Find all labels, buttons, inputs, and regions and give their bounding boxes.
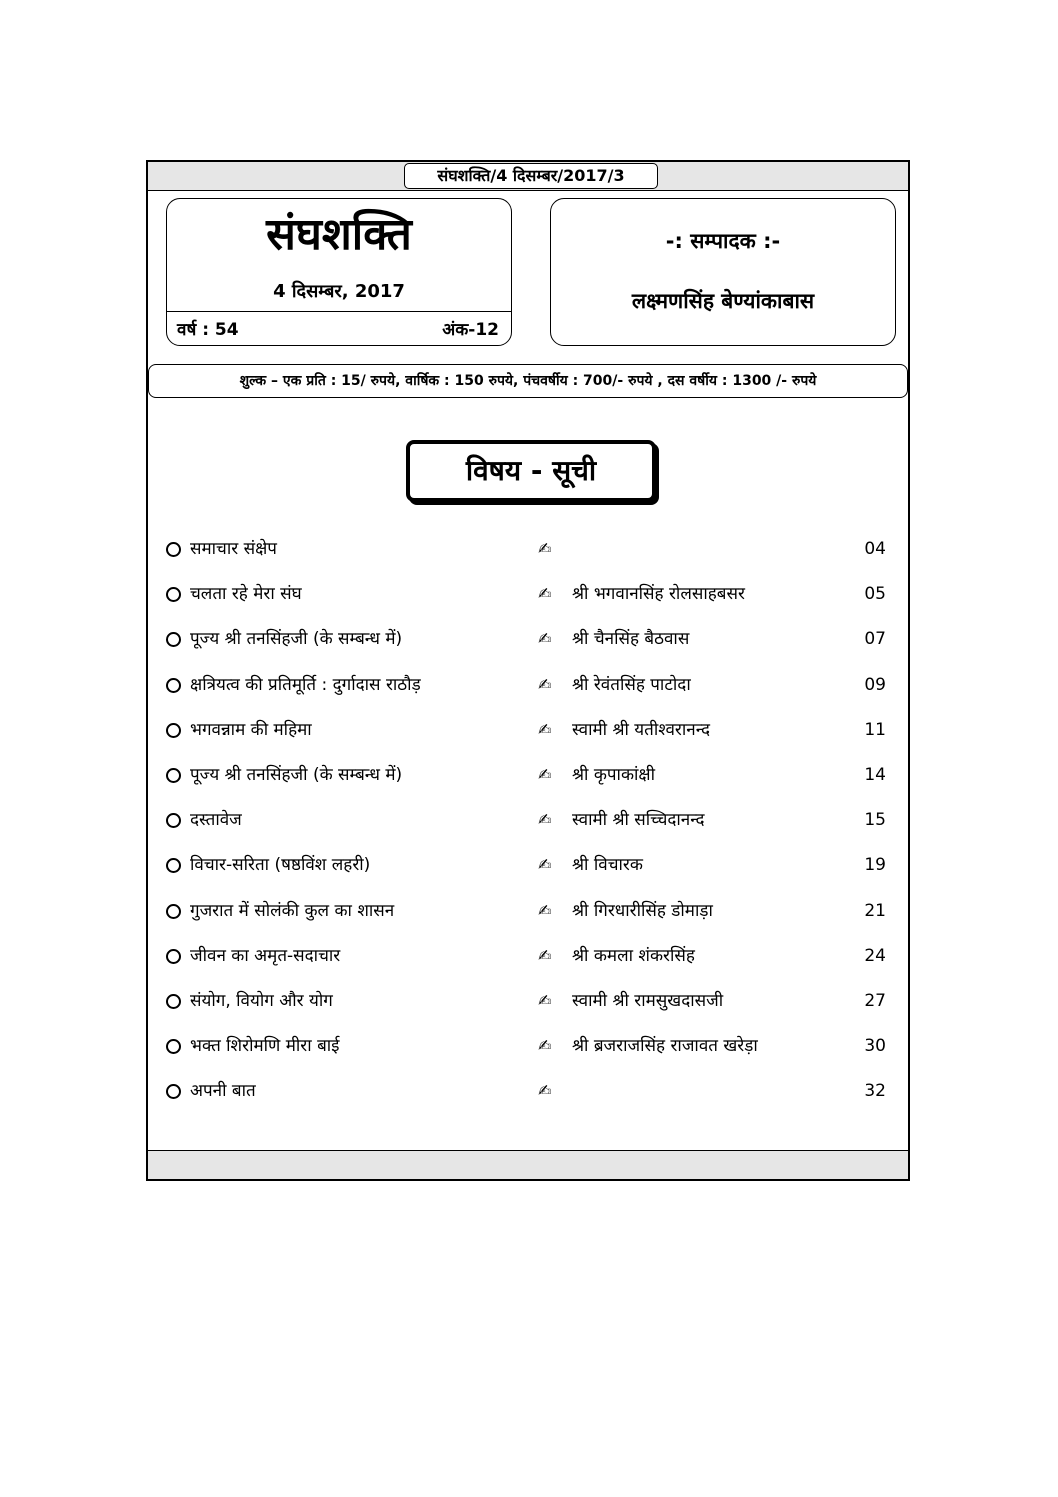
toc-entry-page: 11 bbox=[864, 719, 886, 740]
toc-entry-page: 21 bbox=[864, 900, 886, 921]
toc-entry-author: श्री ब्रजराजसिंह राजावत खरेड़ा bbox=[572, 1036, 758, 1057]
toc-entry bbox=[148, 624, 908, 654]
toc-entry bbox=[148, 1076, 908, 1106]
toc-entry bbox=[148, 1031, 908, 1061]
editor-label: -: सम्पादक :- bbox=[665, 229, 781, 253]
toc-entry-title: जीवन का अमृत-सदाचार bbox=[190, 945, 341, 966]
toc-entry-title: संयोग, वियोग और योग bbox=[190, 991, 333, 1011]
pen-icon: ✍ bbox=[538, 1036, 552, 1056]
toc-entry bbox=[148, 579, 908, 609]
circle-bullet-icon bbox=[166, 813, 181, 828]
masthead-divider bbox=[167, 311, 511, 312]
toc-entry-page: 15 bbox=[864, 810, 886, 831]
toc-entry-title: समाचार संक्षेप bbox=[190, 539, 277, 559]
toc-entry-title: भगवन्नाम की महिमा bbox=[190, 719, 312, 740]
pen-icon: ✍ bbox=[538, 900, 552, 920]
toc-entry-author: श्री चैनसिंह बैठवास bbox=[572, 629, 690, 650]
toc-entry-title: भक्त शिरोमणि मीरा बाई bbox=[190, 1036, 340, 1057]
toc-title: विषय - सूची bbox=[406, 440, 656, 502]
circle-bullet-icon bbox=[166, 994, 181, 1009]
pen-icon: ✍ bbox=[538, 674, 552, 694]
toc-entry-author: श्री रेवंतसिंह पाटोदा bbox=[572, 674, 691, 695]
circle-bullet-icon bbox=[166, 1039, 181, 1054]
subscription-price: शुल्क – एक प्रति : 15/ रुपये, वार्षिक : 150 रुपये, पंचवर्षीय : 700/- रुपये , दस वर्षीय : 1300 /- रुपये bbox=[148, 364, 908, 398]
toc-entry bbox=[148, 941, 908, 971]
pen-icon: ✍ bbox=[538, 765, 552, 784]
toc-entry-page: 07 bbox=[864, 629, 886, 650]
bottom-strip bbox=[148, 1150, 908, 1179]
editor-name: लक्ष्मणसिंह बेण्यांकाबास bbox=[631, 289, 815, 313]
issue-date: 4 दिसम्बर, 2017 bbox=[273, 281, 405, 302]
masthead-box bbox=[166, 198, 512, 346]
pen-icon: ✍ bbox=[538, 719, 552, 739]
pen-icon: ✍ bbox=[538, 629, 552, 649]
toc-entry-title: चलता रहे मेरा संघ bbox=[190, 584, 302, 605]
toc-entry bbox=[148, 805, 908, 835]
volume-number: वर्ष : 54 bbox=[177, 320, 239, 340]
toc-entry-page: 05 bbox=[864, 584, 886, 605]
toc-entry bbox=[148, 715, 908, 745]
circle-bullet-icon bbox=[166, 904, 181, 919]
toc-entry bbox=[148, 670, 908, 700]
toc-entry-author: श्री गिरधारीसिंह डोमाड़ा bbox=[572, 900, 713, 921]
circle-bullet-icon bbox=[166, 858, 181, 873]
editor-box bbox=[550, 198, 896, 346]
toc-entry-page: 09 bbox=[864, 674, 886, 695]
toc-entry bbox=[148, 760, 908, 790]
pen-icon: ✍ bbox=[538, 539, 552, 558]
toc-entry bbox=[148, 896, 908, 926]
pen-icon: ✍ bbox=[538, 584, 552, 604]
toc-entry-title: अपनी बात bbox=[190, 1081, 256, 1102]
toc-entry-title: पूज्य श्री तनसिंहजी (के सम्बन्ध में) bbox=[190, 765, 403, 785]
toc-entry-author: श्री कृपाकांक्षी bbox=[572, 765, 656, 785]
toc-entry-page: 32 bbox=[864, 1081, 886, 1102]
circle-bullet-icon bbox=[166, 723, 181, 738]
circle-bullet-icon bbox=[166, 768, 181, 783]
circle-bullet-icon bbox=[166, 678, 181, 693]
circle-bullet-icon bbox=[166, 949, 181, 964]
circle-bullet-icon bbox=[166, 587, 181, 602]
toc-entry bbox=[148, 850, 908, 880]
toc-entry-author: श्री भगवानसिंह रोलसाहबसर bbox=[572, 584, 745, 605]
top-strip bbox=[148, 162, 908, 191]
masthead-title: संघशक्ति bbox=[266, 209, 412, 260]
toc-entry-page: 04 bbox=[864, 539, 886, 559]
toc-entry-author: स्वामी श्री यतीश्वरानन्द bbox=[572, 719, 710, 740]
toc-entry-title: क्षत्रियत्व की प्रतिमूर्ति : दुर्गादास राठौड़ bbox=[190, 674, 421, 695]
toc-entry-title: गुजरात में सोलंकी कुल का शासन bbox=[190, 900, 395, 921]
circle-bullet-icon bbox=[166, 1084, 181, 1099]
toc-entry-page: 24 bbox=[864, 945, 886, 966]
toc-entry-page: 14 bbox=[864, 765, 886, 785]
page-frame bbox=[146, 160, 910, 1181]
toc-entry-author: श्री विचारक bbox=[572, 855, 643, 876]
pen-icon: ✍ bbox=[538, 810, 552, 830]
running-head: संघशक्ति/4 दिसम्बर/2017/3 bbox=[404, 163, 658, 189]
toc-entry-page: 19 bbox=[864, 855, 886, 876]
toc-entry bbox=[148, 534, 908, 564]
circle-bullet-icon bbox=[166, 542, 181, 557]
pen-icon: ✍ bbox=[538, 991, 552, 1010]
toc-entry-author: स्वामी श्री सच्चिदानन्द bbox=[572, 810, 705, 831]
toc-entry-page: 30 bbox=[864, 1036, 886, 1057]
issue-number: अंक-12 bbox=[442, 320, 499, 340]
pen-icon: ✍ bbox=[538, 945, 552, 965]
toc-entry-page: 27 bbox=[864, 991, 886, 1011]
toc-entry-author: श्री कमला शंकरसिंह bbox=[572, 945, 695, 966]
pen-icon: ✍ bbox=[538, 1081, 552, 1101]
toc-entry bbox=[148, 986, 908, 1016]
circle-bullet-icon bbox=[166, 632, 181, 647]
toc-entry-author: स्वामी श्री रामसुखदासजी bbox=[572, 991, 724, 1011]
toc-entry-title: पूज्य श्री तनसिंहजी (के सम्बन्ध में) bbox=[190, 629, 403, 650]
toc-entry-title: विचार-सरिता (षष्ठविंश लहरी) bbox=[190, 855, 371, 876]
toc-entry-title: दस्तावेज bbox=[190, 810, 242, 831]
pen-icon: ✍ bbox=[538, 855, 552, 875]
